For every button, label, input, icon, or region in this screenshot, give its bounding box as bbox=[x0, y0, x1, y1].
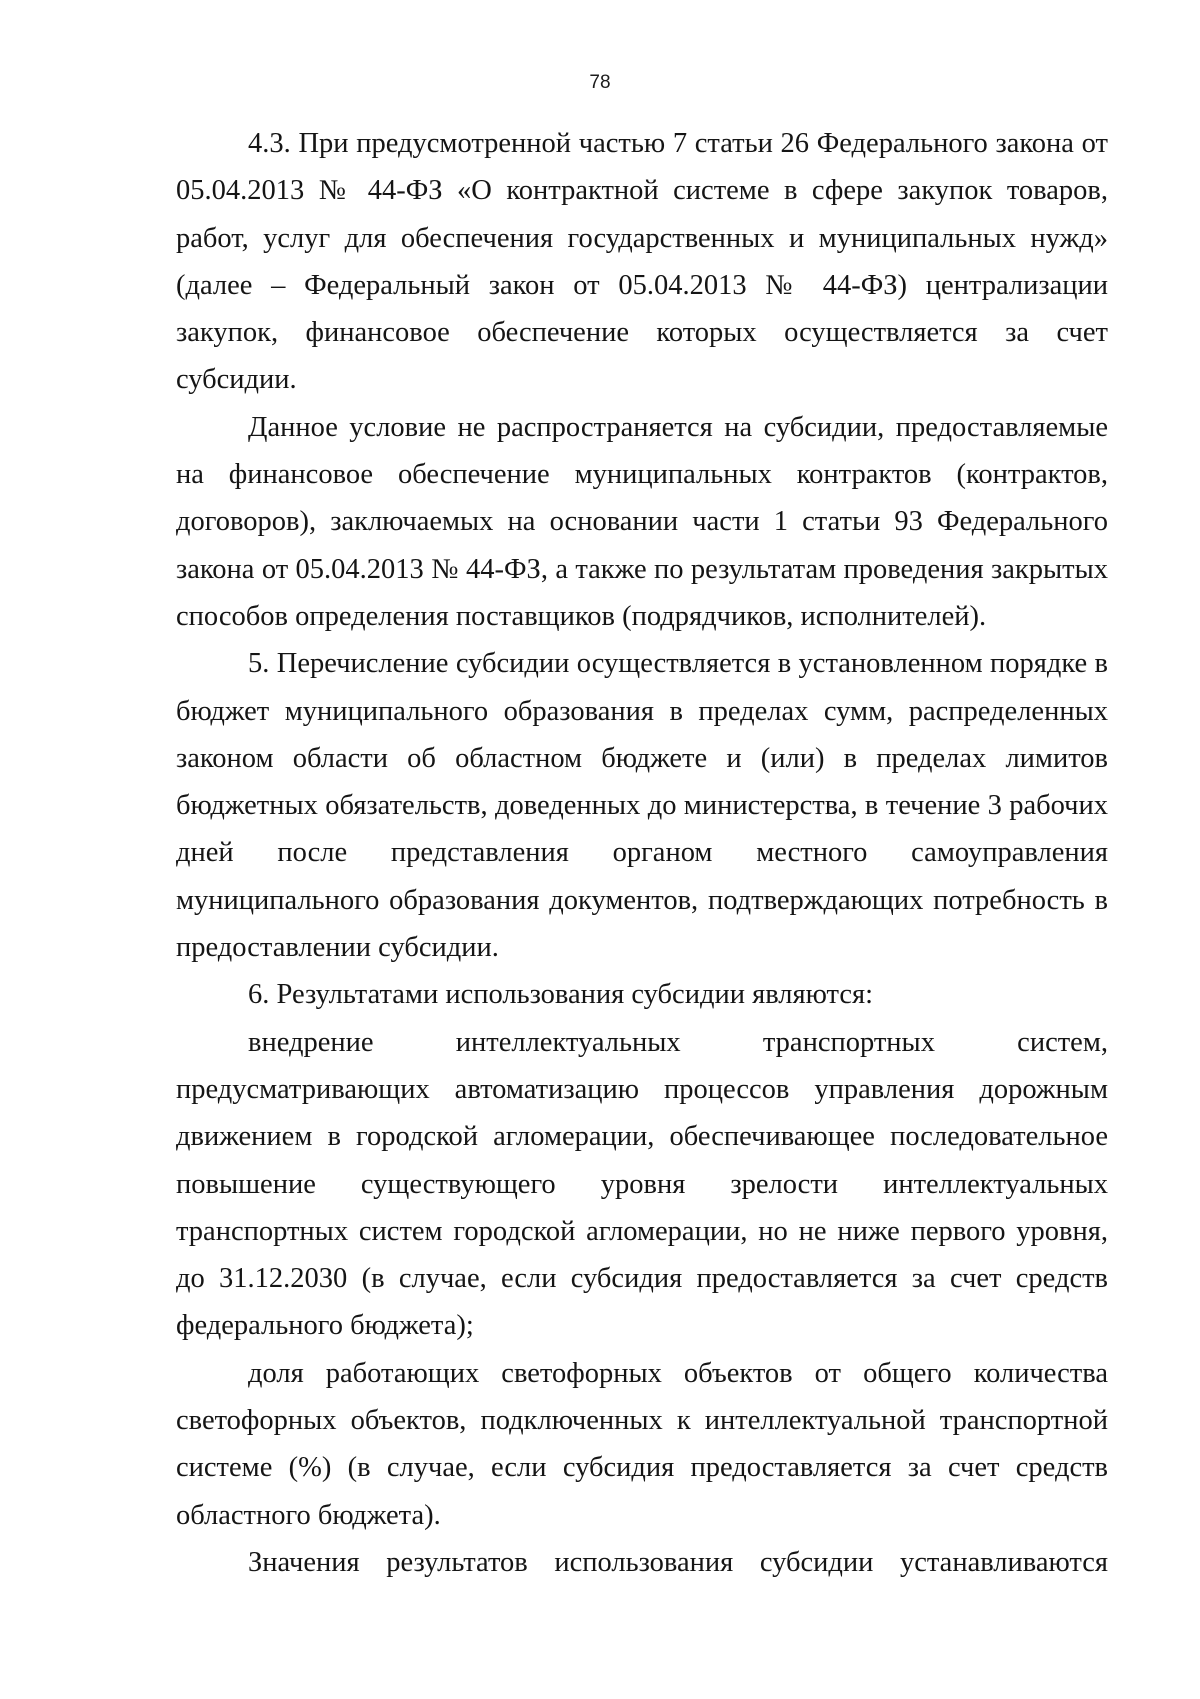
paragraph-result-traffic-lights: доля работающих светофорных объектов от общего количества светофорных объектов, подключенных к интеллектуальной транспортной системе (%) (в случае, если субсидия предоставляется за счет средств областного бюджета). bbox=[176, 1357, 1108, 1531]
paragraph-4-3: 4.3. При предусмотренной частью 7 статьи 26 Федерального закона от 05.04.2013 № 44-ФЗ «О контрактной системе в сфере закупок товаров, работ, услуг для обеспечения государственных и муниципальных нужд» (далее – Федеральный закон от 05.04.2013 № 44-ФЗ) централизации закупок, финансовое обеспечение которых осуществляется за счет субсидии. bbox=[176, 128, 1108, 396]
paragraph-condition-exception: Данное условие не распространяется на субсидии, предоставляемые на финансовое обеспечение муниципальных контрактов (контрактов, договоров), заключаемых на основании части 1 статьи 93 Федерального закона от 05.04.2013 № 44-ФЗ, а также по результатам проведения закрытых способов определения поставщиков (подрядчиков, исполнителей). bbox=[176, 411, 1108, 632]
paragraph-6-results-heading: 6. Результатами использования субсидии являются: bbox=[248, 979, 873, 1011]
paragraph-result-its: внедрение интеллектуальных транспортных систем, предусматривающих автоматизацию процессов управления дорожным движением в городской агломерации, обеспечивающее последовательное повышение существующего уровня зрелости интеллектуальных транспортных систем городской агломерации, но не ниже первого уровня, до 31.12.2030 (в случае, если субсидия предоставляется за счет средств федерального бюджета); bbox=[176, 1026, 1108, 1342]
document-body bbox=[176, 120, 1108, 1586]
page-number: 78 bbox=[589, 72, 611, 93]
paragraph-result-values: Значения результатов использования субсидии устанавливаются bbox=[248, 1546, 1108, 1578]
paragraph-5-transfer: 5. Перечисление субсидии осуществляется в установленном порядке в бюджет муниципального образования в пределах сумм, распределенных законом области об областном бюджете и (или) в пределах лимитов бюджетных обязательств, доведенных до министерства, в течение 3 рабочих дней после представления органом местного самоуправления муниципального образования документов, подтверждающих потребность в предоставлении субсидии. bbox=[176, 648, 1108, 964]
